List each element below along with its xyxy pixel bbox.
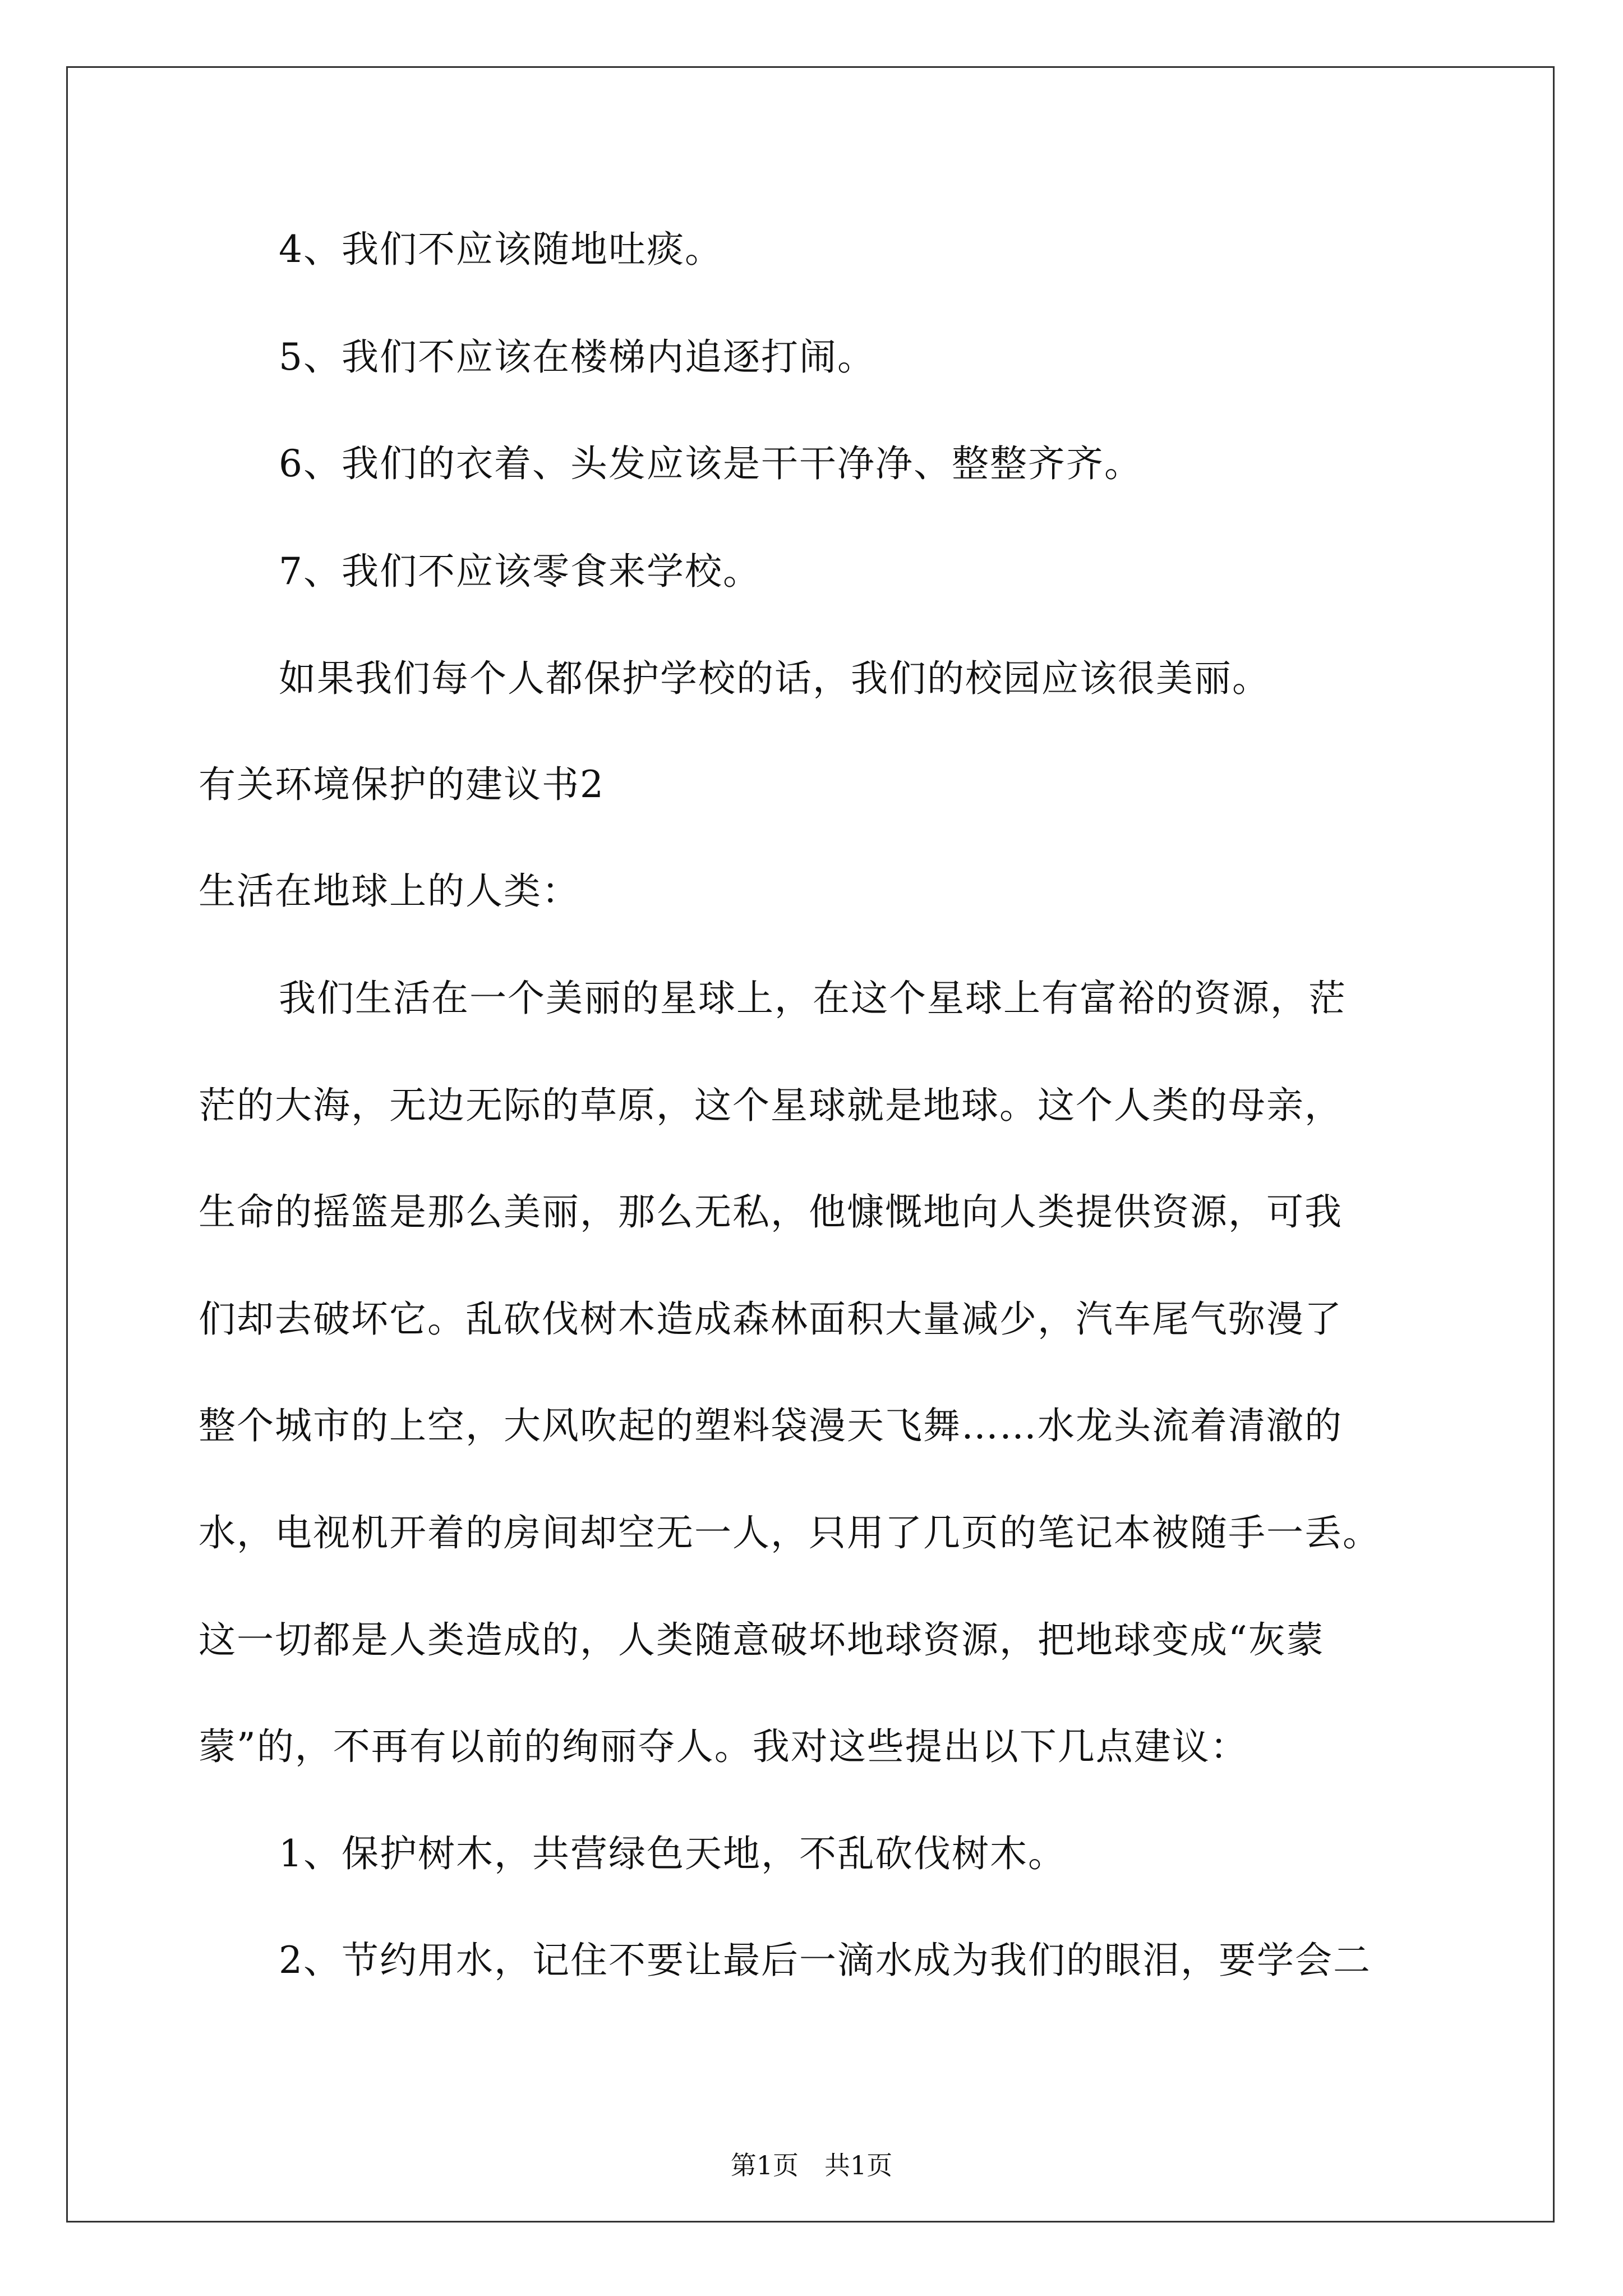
salutation: 生活在地球上的人类： [199,869,580,913]
paragraph-line: 水，电视机开着的房间却空无一人，只用了几页的笔记本被随手一丢。 [199,1511,1381,1554]
paragraph-line: 茫的大海，无边无际的草原，这个星球就是地球。这个人类的母亲， [199,1084,1343,1127]
page-border [66,66,1555,2223]
suggestion-item: 2、节约用水，记住不要让最后一滴水成为我们的眼泪，要学会二 [279,1939,1371,1982]
paragraph-line: 我们生活在一个美丽的星球上，在这个星球上有富裕的资源，茫 [279,977,1347,1020]
list-item: 6、我们的衣着、头发应该是干干净净、整整齐齐。 [279,442,1142,485]
list-item: 7、我们不应该零食来学校。 [279,550,761,593]
suggestion-item: 1、保护树木，共营绿色天地，不乱砍伐树木。 [279,1832,1066,1875]
list-item: 5、我们不应该在楼梯内追逐打闹。 [279,335,875,379]
paragraph-line: 整个城市的上空，大风吹起的塑料袋漫天飞舞……水龙头流着清澈的 [199,1404,1343,1447]
list-item: 4、我们不应该随地吐痰。 [279,228,723,271]
paragraph-line: 这一切都是人类造成的，人类随意破坏地球资源，把地球变成“灰蒙 [199,1618,1325,1662]
section-heading: 有关环境保护的建议书2 [199,763,605,806]
paragraph-line: 蒙”的，不再有以前的绚丽夺人。我对这些提出以下几点建议： [199,1725,1248,1768]
page-footer: 第1页 共1页 [730,2150,893,2180]
paragraph-line: 生命的摇篮是那么美丽，那么无私，他慷慨地向人类提供资源，可我 [199,1190,1343,1234]
paragraph-line: 们却去破坏它。乱砍伐树木造成森林面积大量减少，汽车尾气弥漫了 [199,1297,1343,1341]
closing-sentence: 如果我们每个人都保护学校的话，我们的校园应该很美丽。 [279,657,1270,700]
